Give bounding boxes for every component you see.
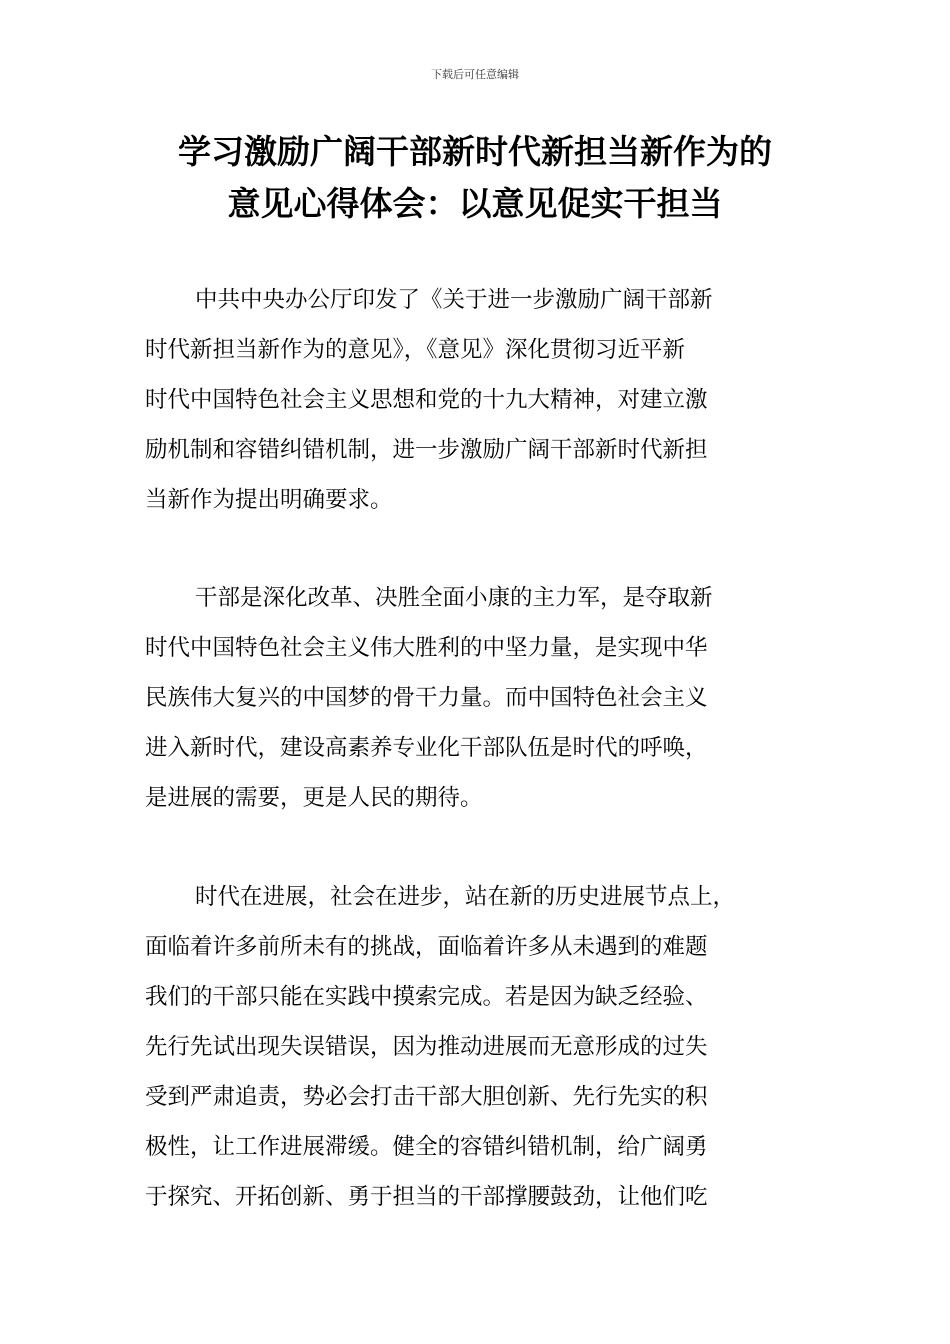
paragraph-line: 于探究、开拓创新、勇于担当的干部撑腰鼓劲，让他们吃 [145, 1184, 708, 1210]
title-line-1: 学习激励广阔干部新时代新担当新作为的 [178, 132, 772, 171]
paragraph-line: 励机制和容错纠错机制，进一步激励广阔干部新时代新担 [145, 437, 708, 463]
paragraph-line: 时代在进展，社会在进步，站在新的历史进展节点上， [195, 884, 736, 910]
paragraph-line: 进入新时代，建设高素养专业化干部队伍是时代的呼唤， [145, 735, 708, 761]
paragraph-line: 先行先试出现失误错误，因为推动进展而无意形成的过失 [145, 1034, 708, 1060]
paragraph-line: 时代中国特色社会主义伟大胜利的中坚力量，是实现中华 [145, 635, 708, 661]
paragraph-line: 是进展的需要，更是人民的期待。 [145, 785, 483, 811]
paragraph-line: 极性，让工作进展滞缓。健全的容错纠错机制，给广阔勇 [145, 1134, 708, 1160]
paragraph-3 [145, 872, 825, 1222]
paragraph-line: 干部是深化改革、决胜全面小康的主力军，是夺取新 [195, 585, 713, 611]
paragraph-2 [145, 573, 825, 823]
paragraph-line: 时代新担当新作为的意见》，《意见》深化贯彻习近平新 [145, 337, 686, 363]
paragraph-line: 当新作为提出明确要求。 [145, 487, 393, 513]
paragraph-line: 受到严肃追责，势必会打击干部大胆创新、先行先实的积 [145, 1084, 708, 1110]
paragraph-line: 时代中国特色社会主义思想和党的十九大精神，对建立激 [145, 387, 708, 413]
paragraph-line: 民族伟大复兴的中国梦的骨干力量。而中国特色社会主义 [145, 685, 708, 711]
paragraph-line: 中共中央办公厅印发了《关于进一步激励广阔干部新 [195, 287, 713, 313]
paragraph-line: 我们的干部只能在实践中摸索完成。若是因为缺乏经验、 [145, 984, 708, 1010]
header-note: 下载后可任意编辑 [431, 68, 519, 81]
paragraph-line: 面临着许多前所未有的挑战，面临着许多从未遇到的难题 [145, 934, 708, 960]
title-line-2: 意见心得体会：以意见促实干担当 [227, 184, 723, 223]
paragraph-1 [145, 275, 825, 525]
document-title [100, 126, 850, 230]
